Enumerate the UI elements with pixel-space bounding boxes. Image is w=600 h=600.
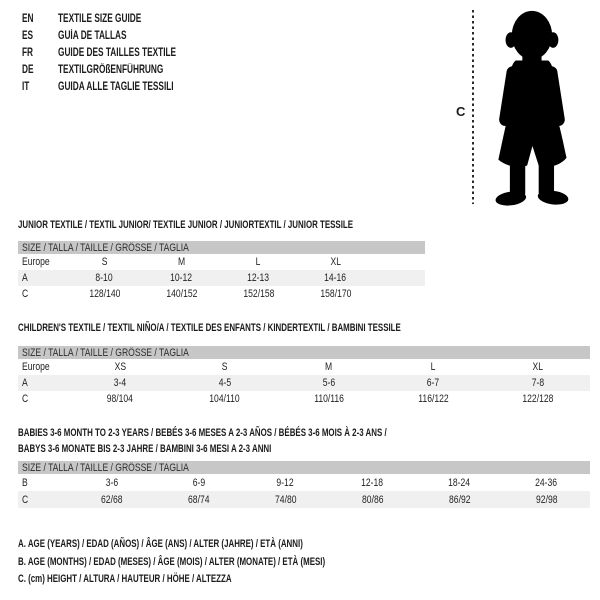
language-item [22, 45, 222, 62]
value-cell: 14-16 [297, 270, 374, 286]
value-cell: 12-18 [361, 476, 384, 489]
filler-cell [374, 286, 425, 302]
value-cell: 7-8 [486, 375, 590, 391]
babies-title-line2: BABYS 3-6 MONATE BIS 2-3 JAHRE / BAMBINI 3-6 MESI A 2-3 ANNI [18, 443, 272, 455]
table-header-row [18, 346, 590, 359]
legend-line-b: B. AGE (MONTHS) / EDAD (MESES) / ÂGE (MOIS) / ALTER (MONATE) / ETÀ (MESI) [18, 555, 326, 568]
value-cell: L [256, 256, 261, 268]
row-label-cell: C [22, 288, 29, 300]
row-label-cell: C [22, 393, 29, 405]
language-label: GUÍA DE TALLAS [58, 30, 127, 42]
language-code: FR [22, 47, 34, 59]
value-cell: 3-4 [68, 375, 172, 391]
row-label-cell: Europe [22, 361, 50, 373]
value-cell: S [221, 361, 228, 373]
junior-section-title: JUNIOR TEXTILE / TEXTIL JUNIOR/ TEXTILE JUNIOR / JUNIORTEXTIL / JUNIOR TESSILE [18, 219, 354, 231]
row-label-cell: C [18, 491, 68, 508]
value-cell: 110/116 [314, 393, 344, 405]
table-row [18, 474, 590, 491]
value-cell: 116/122 [418, 393, 449, 405]
language-item [22, 28, 222, 45]
value-cell: 9-12 [276, 476, 295, 489]
legend [18, 536, 445, 589]
value-cell: M [325, 361, 333, 373]
value-cell: 86/92 [416, 491, 503, 508]
value-cell: 6-9 [192, 476, 205, 489]
table-row [18, 491, 590, 508]
filler-cell [374, 254, 425, 270]
baby-silhouette-shapes [495, 11, 569, 207]
value-cell: XL [330, 256, 341, 268]
table-row [18, 254, 425, 270]
value-cell: 68/74 [155, 491, 242, 508]
value-cell: M [177, 256, 186, 268]
value-cell: 24-36 [535, 476, 558, 489]
language-list [22, 11, 222, 96]
value-cell: 128/140 [88, 288, 121, 300]
babies-title-line1: BABIES 3-6 MONTH TO 2-3 YEARS / BEBÉS 3-6 MESES A 2-3 AÑOS / BÉBÉS 3-6 MOIS À 2-3 ANS / [18, 427, 387, 439]
language-item [22, 62, 222, 79]
value-cell: L [430, 361, 436, 373]
language-code: IT [22, 81, 30, 93]
value-cell: XS [114, 361, 126, 373]
value-cell: 4-5 [172, 375, 276, 391]
table-row [18, 375, 590, 391]
table-row [18, 286, 425, 302]
value-cell: 152/158 [242, 288, 275, 300]
value-cell: 74/80 [242, 491, 329, 508]
value-cell: 8-10 [66, 270, 143, 286]
value-cell: 104/110 [209, 393, 240, 405]
value-cell: 62/68 [68, 491, 155, 508]
size-header-cell: SIZE / TALLA / TAILLE / GRÖSSE / TAGLIA [18, 346, 590, 359]
babies-size-table [18, 461, 590, 508]
row-label-cell: A [18, 375, 68, 391]
value-cell: S [101, 256, 108, 268]
value-cell: 98/104 [107, 393, 134, 405]
value-cell: 80/86 [329, 491, 416, 508]
value-cell: 10-12 [143, 270, 220, 286]
value-cell: 18-24 [448, 476, 471, 489]
language-label: TEXTILGRÖßENFÜHRUNG [58, 64, 164, 76]
table-row [18, 270, 425, 286]
size-header-cell: SIZE / TALLA / TAILLE / GRÖSSE / TAGLIA [18, 241, 425, 254]
row-label-cell: B [22, 476, 28, 489]
language-item [22, 11, 222, 28]
value-cell: 122/128 [522, 393, 554, 405]
table-row [18, 391, 590, 407]
junior-size-table [18, 241, 425, 302]
language-label: GUIDA ALLE TAGLIE TESSILI [58, 81, 174, 93]
table-row [18, 359, 590, 375]
height-dotted-line [472, 10, 474, 204]
value-cell: 92/98 [503, 491, 590, 508]
baby-silhouette [483, 6, 579, 218]
size-header-cell: SIZE / TALLA / TAILLE / GRÖSSE / TAGLIA [18, 461, 590, 474]
language-label: TEXTILE SIZE GUIDE [58, 13, 142, 25]
children-section-title: CHILDREN'S TEXTILE / TEXTIL NIÑO/A / TEXTILE DES ENFANTS / KINDERTEXTIL / BAMBINI TESSILE [18, 322, 401, 334]
legend-line-c: C. (cm) HEIGHT / ALTURA / HAUTEUR / HÖHE / ALTEZZA [18, 573, 232, 585]
row-label-cell: A [18, 270, 66, 286]
height-label: C [456, 104, 466, 119]
language-label: GUIDE DES TAILLES TEXTILE [58, 47, 177, 59]
language-code: EN [22, 13, 34, 25]
babies-section-title [18, 425, 530, 457]
value-cell: 158/170 [319, 288, 352, 300]
table-header-row [18, 241, 425, 254]
value-cell: 12-13 [220, 270, 297, 286]
table-header-row [18, 461, 590, 474]
value-cell: 3-6 [105, 476, 118, 489]
legend-line-a: A. AGE (YEARS) / EDAD (AÑOS) / ÂGE (ANS) / ALTER (JAHRE) / ETÀ (ANNI) [18, 538, 303, 550]
value-cell: XL [532, 361, 544, 373]
row-label-cell: Europe [22, 256, 50, 268]
children-size-table [18, 346, 590, 407]
value-cell: 140/152 [165, 288, 198, 300]
value-cell: 6-7 [381, 375, 485, 391]
filler-cell [374, 270, 425, 286]
language-code: DE [22, 64, 34, 76]
language-item [22, 79, 222, 96]
language-code: ES [22, 30, 34, 42]
value-cell: 5-6 [277, 375, 381, 391]
